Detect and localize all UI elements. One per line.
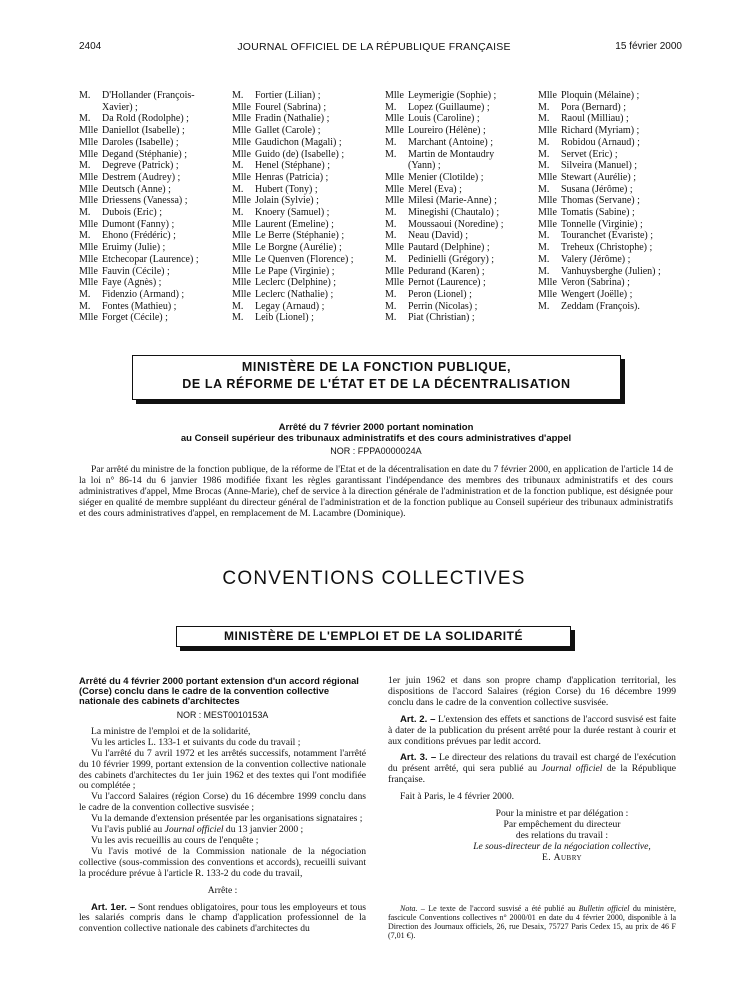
civility-title: M.: [385, 218, 397, 230]
civility-title: Mlle: [79, 183, 98, 195]
civility-title: Mlle: [79, 136, 98, 148]
name-entry: [79, 90, 199, 102]
person-name: Treheux (Christophe) ;: [561, 242, 653, 254]
person-name: Legay (Arnaud) ;: [255, 300, 325, 312]
decree2-title: Arrêté du 4 février 2000 portant extension d'un accord régional (Corse) conclu dans le cadre de la convention collective nationale des cabinets d'architectes: [79, 675, 359, 706]
civility-title: Mlle: [385, 265, 404, 277]
name-entry: [385, 277, 504, 289]
name-entry: [79, 195, 199, 207]
person-name: Touranchet (Evariste) ;: [561, 230, 654, 242]
person-name: Le Borgne (Aurélie) ;: [255, 242, 342, 254]
civility-title: Mlle: [232, 136, 251, 148]
person-name: Hubert (Tony) ;: [255, 183, 318, 195]
person-name: Pedurand (Karen) ;: [408, 265, 485, 277]
person-name: Laurent (Emeline) ;: [255, 218, 334, 230]
person-name: Le Berre (Stéphanie) ;: [255, 230, 345, 242]
person-name: Vanhuysberghe (Julien) ;: [561, 265, 661, 277]
civility-title: Mlle: [385, 242, 404, 254]
name-entry: [79, 149, 199, 161]
name-entry: [232, 254, 354, 266]
name-entry: [538, 289, 661, 301]
civility-title: Mlle: [79, 253, 98, 265]
decree-title-line1: Arrêté du 7 février 2000 portant nomination: [278, 422, 474, 433]
decree-nor: NOR : FPPA0000024A: [330, 446, 422, 456]
civility-title: M.: [538, 230, 550, 242]
person-name: Faye (Agnès) ;: [102, 277, 162, 289]
name-entry: [538, 113, 661, 125]
civility-title: Mlle: [538, 207, 557, 219]
person-name: Tonnelle (Virginie) ;: [561, 218, 643, 230]
name-entry: [385, 207, 504, 219]
person-name: Minegishi (Chautalo) ;: [408, 207, 500, 219]
person-name-continued: Xavier) ;: [102, 101, 138, 113]
person-name: Robidou (Arnaud) ;: [561, 136, 640, 148]
name-entry: [385, 113, 504, 125]
person-name: Eruimy (Julie) ;: [102, 242, 166, 254]
name-entry: [385, 219, 504, 231]
civility-title: M.: [79, 207, 91, 219]
person-name: Dubois (Eric) ;: [102, 207, 162, 219]
person-name: Zeddam (François).: [561, 300, 640, 312]
civility-title: Mlle: [232, 113, 251, 125]
name-entry: [79, 184, 199, 196]
person-name: Peron (Lionel) ;: [408, 288, 472, 300]
person-name: Gallet (Carole) ;: [255, 125, 321, 137]
name-entry: [232, 195, 354, 207]
civility-title: M.: [79, 113, 91, 125]
person-name: Louis (Caroline) ;: [408, 113, 480, 125]
name-entry: [385, 312, 504, 324]
name-entry: [232, 242, 354, 254]
name-entry: [385, 125, 504, 137]
decree2-para: Vu l'avis publié au Journal officiel du 13 janvier 2000 ;: [91, 824, 304, 836]
person-name: Leclerc (Nathalie) ;: [255, 288, 334, 300]
person-name: Susana (Jérôme) ;: [561, 183, 633, 195]
person-name: Forget (Cécile) ;: [102, 312, 168, 324]
civility-title: Mlle: [232, 148, 251, 160]
civility-title: M.: [79, 300, 91, 312]
civility-title: M.: [385, 148, 397, 160]
name-entry: [79, 254, 199, 266]
name-entry: [232, 160, 354, 172]
name-entry: [538, 242, 661, 254]
civility-title: M.: [538, 113, 550, 125]
civility-title: M.: [538, 148, 550, 160]
civility-title: M.: [538, 300, 550, 312]
name-entry: [232, 266, 354, 278]
person-name: Leclerc (Delphine) ;: [255, 277, 337, 289]
decree2-note: Nota. – Le texte de l'accord susvisé a été publié au Bulletin officiel du ministère, fascicule Conventions collectives n° 2000/01 en date du 4 février 2000, disponible à la Direction des Journaux officiels, 26, rue Desaix, 75727 Paris Cedex 15, au prix de 46 F (7,01 €).: [388, 903, 676, 940]
name-entry: [79, 219, 199, 231]
civility-title: M.: [385, 253, 397, 265]
civility-title: M.: [385, 300, 397, 312]
civility-title: M.: [79, 90, 91, 101]
decree2-right-column: [388, 676, 676, 940]
person-name: Moussaoui (Noredine) ;: [408, 218, 504, 230]
civility-title: M.: [385, 312, 397, 324]
person-name: Richard (Myriam) ;: [561, 125, 640, 137]
name-entry: [79, 113, 199, 125]
person-name: Martin de Montaudry: [408, 148, 495, 160]
page-number: 2404: [79, 41, 102, 52]
name-entry: [232, 90, 354, 102]
person-name: Milesi (Marie-Anne) ;: [408, 195, 497, 207]
civility-title: M.: [538, 242, 550, 254]
civility-title: M.: [538, 101, 550, 113]
person-name: Da Rold (Rodolphe) ;: [102, 113, 189, 125]
person-name: Etchecopar (Laurence) ;: [102, 253, 199, 265]
person-name: Jolain (Sylvie) ;: [255, 195, 319, 207]
name-entry: [538, 149, 661, 161]
person-name: Knoery (Samuel) ;: [255, 207, 330, 219]
name-entry: [79, 277, 199, 289]
civility-title: Mlle: [385, 125, 404, 137]
name-entry: [385, 266, 504, 278]
ministry-heading-box: [132, 355, 621, 400]
name-column-2: [232, 90, 354, 324]
person-name: Destrem (Audrey) ;: [102, 171, 181, 183]
name-entry: [232, 289, 354, 301]
issue-date: 15 février 2000: [615, 41, 682, 52]
name-entry: [232, 184, 354, 196]
name-entry: [79, 301, 199, 313]
signature-line: Pour la ministre et par délégation :: [495, 808, 629, 820]
decree2-fait: Fait à Paris, le 4 février 2000.: [400, 791, 515, 803]
civility-title: Mlle: [232, 218, 251, 230]
decree2-nor: NOR : MEST0010153A: [176, 710, 269, 720]
person-name: Driessens (Vanessa) ;: [102, 195, 188, 207]
ministry-heading-line2: DE LA RÉFORME DE L'ÉTAT ET DE LA DÉCENTRALISATION: [182, 377, 571, 391]
name-entry: [385, 137, 504, 149]
section-title: CONVENTIONS COLLECTIVES: [222, 568, 526, 589]
decree2-para: Vu la demande d'extension présentée par les organisations signataires ;: [91, 813, 363, 825]
person-name: Fortier (Lilian) ;: [255, 90, 321, 101]
name-entry: [538, 207, 661, 219]
person-name: Stewart (Aurélie) ;: [561, 171, 636, 183]
civility-title: Mlle: [232, 230, 251, 242]
civility-title: Mlle: [385, 183, 404, 195]
person-name: Le Quenven (Florence) ;: [255, 253, 354, 265]
person-name: Pautard (Delphine) ;: [408, 242, 490, 254]
civility-title: M.: [232, 160, 244, 172]
name-entry: [538, 184, 661, 196]
civility-title: M.: [538, 183, 550, 195]
signature-line: des relations du travail :: [515, 829, 609, 841]
civility-title: M.: [232, 183, 244, 195]
person-name: Deutsch (Anne) ;: [102, 183, 171, 195]
civility-title: Mlle: [538, 125, 557, 137]
decree2-para: Vu l'avis motivé de la Commission nationale de la négociation collective (sous-commission des conventions et accords), recueilli suivant la procédure prévue à l'article R. 133-2 du code du travail,: [79, 845, 366, 879]
person-name: Neau (David) ;: [408, 230, 468, 242]
decree2-arrete: Arrête :: [207, 884, 238, 896]
name-entry: [538, 195, 661, 207]
decree2-article-2: Art. 2. – L'extension des effets et sanctions de l'accord susvisé est faite à dater de la publication du présent arrêté pour la durée restant à courir et aux conditions prévues par ledit accord.: [388, 713, 676, 747]
civility-title: Mlle: [79, 125, 98, 137]
name-entry: [538, 102, 661, 114]
name-entry: [538, 219, 661, 231]
name-entry: [232, 207, 354, 219]
ministry-heading-box-2: MINISTÈRE DE L'EMPLOI ET DE LA SOLIDARITÉ: [176, 626, 571, 647]
person-name: Merel (Eva) ;: [408, 183, 462, 195]
decree2-left-column: [79, 676, 366, 935]
name-entry: [385, 230, 504, 242]
name-entry: [538, 301, 661, 313]
civility-title: Mlle: [538, 195, 557, 207]
person-name: Dumont (Fanny) ;: [102, 218, 175, 230]
person-name: Servet (Eric) ;: [561, 148, 618, 160]
civility-title: M.: [538, 253, 550, 265]
name-column-1: [79, 90, 199, 324]
civility-title: Mlle: [385, 113, 404, 125]
person-name: Perrin (Nicolas) ;: [408, 300, 478, 312]
name-entry: [79, 266, 199, 278]
person-name: Guido (de) (Isabelle) ;: [255, 148, 345, 160]
person-name: Leymerigie (Sophie) ;: [408, 90, 497, 101]
person-name: Tomatis (Sabine) ;: [561, 207, 635, 219]
signature-name: E. Aubry: [541, 851, 583, 863]
name-entry: [538, 266, 661, 278]
civility-title: M.: [385, 207, 397, 219]
ministry-heading-line1: MINISTÈRE DE LA FONCTION PUBLIQUE,: [241, 360, 512, 374]
name-entry: [385, 195, 504, 207]
name-entry: [385, 172, 504, 184]
decree2-para: Vu les articles L. 133-1 et suivants du code du travail ;: [91, 736, 301, 748]
person-name: Ploquin (Mélaine) ;: [561, 90, 640, 101]
person-name: Ehono (Frédéric) ;: [102, 230, 176, 242]
civility-title: Mlle: [232, 171, 251, 183]
person-name: Silveira (Manuel) ;: [561, 160, 638, 172]
name-entry: [232, 301, 354, 313]
civility-title: M.: [385, 136, 397, 148]
civility-title: Mlle: [79, 242, 98, 254]
person-name: Piat (Christian) ;: [408, 312, 475, 324]
decree-title-line2: au Conseil supérieur des tribunaux administratifs et des cours administratives d'appel: [180, 432, 572, 444]
journal-title: JOURNAL OFFICIEL DE LA RÉPUBLIQUE FRANÇAISE: [237, 41, 511, 53]
name-entry: [79, 289, 199, 301]
person-name: Daniellot (Isabelle) ;: [102, 125, 185, 137]
civility-title: M.: [232, 300, 244, 312]
civility-title: Mlle: [538, 90, 557, 101]
civility-title: Mlle: [538, 171, 557, 183]
name-entry: [232, 172, 354, 184]
person-name: Wengert (Joëlle) ;: [561, 288, 633, 300]
civility-title: Mlle: [232, 195, 251, 207]
name-entry: [538, 137, 661, 149]
person-name: Menier (Clotilde) ;: [408, 171, 484, 183]
civility-title: Mlle: [232, 277, 251, 289]
person-name: Raoul (Milliau) ;: [561, 113, 629, 125]
person-name: Valery (Jérôme) ;: [561, 253, 631, 265]
person-name: Fradin (Nathalie) ;: [255, 113, 330, 125]
signature-title: Le sous-directeur de la négociation collective,: [473, 840, 651, 852]
person-name: Gaudichon (Magali) ;: [255, 136, 342, 148]
civility-title: Mlle: [79, 277, 98, 289]
signature-line: Par empêchement du directeur: [503, 818, 621, 830]
person-name: Pedinielli (Grégory) ;: [408, 253, 495, 265]
civility-title: Mlle: [232, 253, 251, 265]
civility-title: Mlle: [79, 265, 98, 277]
name-entry: [385, 102, 504, 114]
civility-title: M.: [232, 90, 244, 101]
civility-title: M.: [538, 160, 550, 172]
person-name: Henel (Stéphane) ;: [255, 160, 330, 172]
name-entry: [79, 160, 199, 172]
person-name: Daroles (Isabelle) ;: [102, 136, 179, 148]
name-column-3: [385, 90, 504, 324]
person-name: Fauvin (Cécile) ;: [102, 265, 170, 277]
name-entry: [538, 90, 661, 102]
name-entry: [538, 254, 661, 266]
civility-title: Mlle: [232, 125, 251, 137]
name-entry: [232, 312, 354, 324]
person-name: Loureiro (Hélène) ;: [408, 125, 486, 137]
person-name: Thomas (Servane) ;: [561, 195, 640, 207]
civility-title: Mlle: [538, 288, 557, 300]
civility-title: Mlle: [232, 265, 251, 277]
name-entry: [385, 301, 504, 313]
name-entry: [538, 125, 661, 137]
name-entry: [385, 90, 504, 102]
name-entry: [232, 219, 354, 231]
name-entry: [385, 149, 504, 161]
civility-title: Mlle: [232, 101, 251, 113]
name-entry: [232, 102, 354, 114]
person-name: Leib (Lionel) ;: [255, 312, 314, 324]
person-name: Degand (Stéphanie) ;: [102, 148, 187, 160]
name-entry: [79, 137, 199, 149]
name-entry: [79, 207, 199, 219]
person-name: Le Pape (Virginie) ;: [255, 265, 335, 277]
civility-title: Mlle: [79, 148, 98, 160]
person-name: Pora (Bernard) ;: [561, 101, 626, 113]
person-name-continued: (Yann) ;: [408, 160, 441, 172]
decree-body: Par arrêté du ministre de la fonction publique, de la réforme de l'Etat et de la décentralisation en date du 7 février 2000, en application de l'article 14 de la loi n° 86-14 du 6 janvier 1986 modifiée fixant les règles garantissant l'indépendance des membres des tribunaux administratifs et des cours administratives d'appel, Mme Brocas (Anne-Marie), chef de service à la direction générale de l'administration et de la fonction publique, est désignée pour siéger en qualité de membre suppléant du directeur général de l'administration et de la fonction publique au Conseil supérieur des tribunaux administratifs et des cours administratives d'appel, en remplacement de M. Lacambre (Dominique).: [79, 464, 673, 519]
civility-title: M.: [232, 312, 244, 324]
civility-title: Mlle: [385, 195, 404, 207]
person-name: Fourel (Sabrina) ;: [255, 101, 327, 113]
decree-title: [79, 423, 673, 444]
decree2-para: Vu les avis recueillis au cours de l'enquête ;: [91, 834, 259, 846]
person-name: Veron (Sabrina) ;: [561, 277, 630, 289]
decree2-article-1-continued: 1er juin 1962 et dans son propre champ d'application territorial, les dispositions de l'accord Salaires (région Corse) du 16 décembre 1999 conclu dans le cadre de la convention collective susvisée.: [388, 675, 676, 708]
civility-title: Mlle: [232, 242, 251, 254]
name-entry: [538, 172, 661, 184]
name-entry: [79, 242, 199, 254]
civility-title: Mlle: [538, 277, 557, 289]
name-entry: [232, 113, 354, 125]
civility-title: Mlle: [232, 288, 251, 300]
name-entry: [232, 230, 354, 242]
person-name: Marchant (Antoine) ;: [408, 136, 493, 148]
civility-title: Mlle: [385, 277, 404, 289]
civility-title: Mlle: [79, 218, 98, 230]
decree2-article-1: Art. 1er. – Sont rendues obligatoires, pour tous les employeurs et tous les salariés compris dans le champ d'application professionnel de la convention collective nationale des cabinets d'architectes du: [79, 901, 366, 935]
name-entry: [232, 149, 354, 161]
name-entry: [385, 184, 504, 196]
decree2-para: La ministre de l'emploi et de la solidarité,: [91, 725, 251, 737]
decree2-para: Vu l'accord Salaires (région Corse) du 16 décembre 1999 conclu dans le cadre de la convention collective susvisée ;: [79, 791, 366, 814]
civility-title: M.: [538, 265, 550, 277]
civility-title: Mlle: [385, 90, 404, 101]
name-entry: [538, 160, 661, 172]
civility-title: M.: [385, 288, 397, 300]
civility-title: Mlle: [79, 171, 98, 183]
name-entry: [232, 137, 354, 149]
name-entry: [385, 242, 504, 254]
name-entry: [79, 172, 199, 184]
name-column-4: [538, 90, 661, 312]
person-name: Pernot (Laurence) ;: [408, 277, 486, 289]
person-name: Lopez (Guillaume) ;: [408, 101, 490, 113]
civility-title: M.: [79, 288, 91, 300]
person-name: D'Hollander (François-: [102, 90, 195, 101]
name-entry: [79, 125, 199, 137]
decree2-para: Vu l'arrêté du 7 avril 1972 et les arrêtés successifs, notamment l'arrêté du 10 février 1999, portant extension de la convention collective nationale des cabinets d'architectes du 1er juin 1962 et des textes qui l'ont modifiée ou complétée ;: [79, 747, 366, 792]
person-name: Fontes (Mathieu) ;: [102, 300, 177, 312]
name-entry: [538, 277, 661, 289]
name-entry: [232, 277, 354, 289]
person-name: Fidenzio (Armand) ;: [102, 288, 185, 300]
name-entry: [385, 289, 504, 301]
civility-title: Mlle: [79, 312, 98, 324]
person-name: Degreve (Patrick) ;: [102, 160, 179, 172]
civility-title: M.: [385, 101, 397, 113]
civility-title: M.: [79, 160, 91, 172]
civility-title: Mlle: [385, 171, 404, 183]
civility-title: Mlle: [79, 195, 98, 207]
civility-title: M.: [385, 230, 397, 242]
civility-title: Mlle: [538, 218, 557, 230]
name-entry: [79, 230, 199, 242]
decree2-article-3: Art. 3. – Le directeur des relations du travail est chargé de l'exécution du présent arrêté, qui sera publié au Journal officiel de la République française.: [388, 752, 677, 786]
civility-title: M.: [538, 136, 550, 148]
name-entry: [79, 312, 199, 324]
name-entry: [538, 230, 661, 242]
name-entry: [385, 254, 504, 266]
civility-title: M.: [79, 230, 91, 242]
name-entry: [232, 125, 354, 137]
civility-title: M.: [232, 207, 244, 219]
person-name: Henras (Patricia) ;: [255, 171, 329, 183]
